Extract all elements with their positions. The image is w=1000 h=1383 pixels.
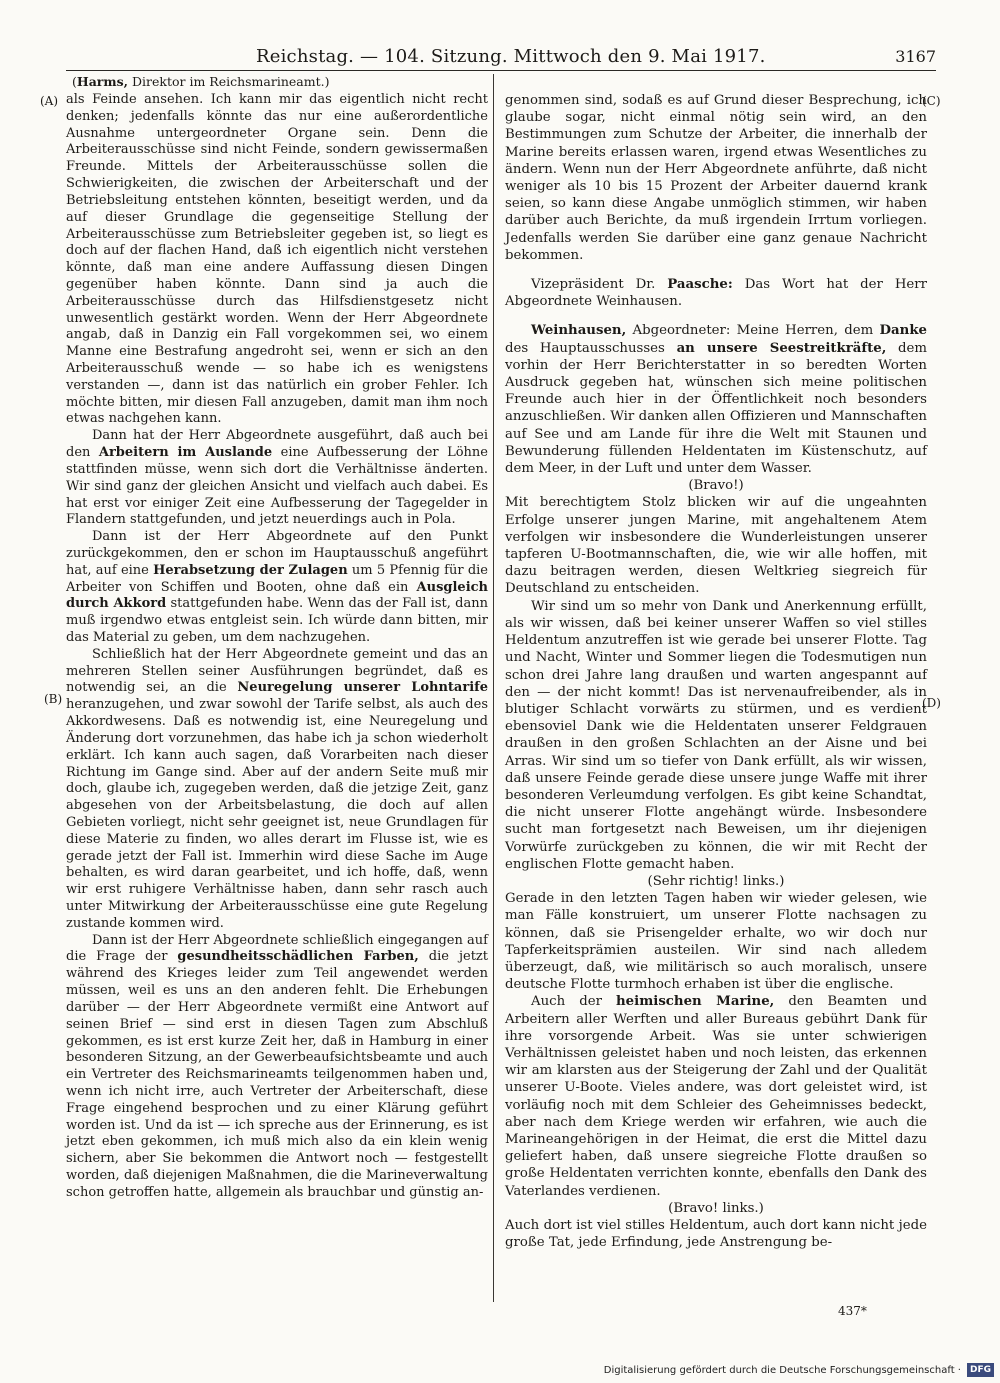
signature-mark: 437* xyxy=(838,1304,867,1318)
emphasis-run: gesundheitsschädlichen Farben, xyxy=(177,949,419,965)
text-run: des Hauptausschusses xyxy=(505,340,677,356)
emphasis-run: heimischen Marine, xyxy=(616,994,775,1010)
emphasis-run: Neuregelung unserer Lohntarife xyxy=(237,680,489,696)
text-run: eine Aufbesserung der Löhne stattfinden müsse, wenn sich dort die Verhältnisse änderten. Wir sind ganz der gleichen Ansicht und vielfach auch dabei. Es hat erst vor einiger Zeit eine Aufbesserung der Tagegelder in Flandern stattgefunden, und jetzt neuerdings auch in Pola. xyxy=(66,445,489,528)
emphasis-run: Herabsetzung der Zulagen xyxy=(153,562,348,578)
emphasis-run: an unsere Seestreitkräfte, xyxy=(676,340,887,356)
left-paragraph-1: als Feinde ansehen. Ich kann mir das eigentlich nicht recht denken; jedenfalls könnte das nur eine außerordentliche Ausnahme untergeordneter Organe sein. Denn die Arbeiterausschüsse sind nicht Feinde, sondern gewissermaßen Freunde. Mittels der Arbeiterausschüsse sollen die Schwierigkeiten, die zwischen der Arbeiterschaft und der Betriebsleitung entstehen könnten, beseitigt werden, und da auf dieser Grundlage die gegenseitige Stellung der Arbeiterausschüsse zum Betriebsleiter gegeben ist, so liegt es doch auf der flachen Hand, daß ich eigentlich nicht verstehen könnte, daß man eine andere Auffassung diesen Dingen gegenüber haben könnte. Dann sind ja auch die Arbeiterausschüsse durch das Hilfsdienstgesetz nicht unwesentlich gestärkt worden. Wenn der Herr Abgeordnete angab, daß in Danzig ein Fall vorgekommen sei, wo einem Manne eine Bestrafung angedroht sei, wenn er sich an den Arbeiterausschuß wende — so habe ich es wenigstens verstanden —, dann ist das natürlich ein grober Fehler. Ich möchte bitten, mir diesen Fall anzugeben, damit man ihm noch etwas nachgehen kann. xyxy=(66,92,488,427)
left-paragraph-2 xyxy=(66,428,488,529)
right-paragraph-vicepresident xyxy=(505,276,927,310)
right-column xyxy=(505,92,927,1302)
page-header xyxy=(66,44,936,71)
right-paragraph-dank: Wir sind um so mehr von Dank und Anerkennung erfüllt, als wir wissen, daß bei keiner unserer Waffen so viel stilles Heldentum anzutreffen ist wie gerade bei unserer Flotte. Tag und Nacht, Winter und Sommer liegen die Todesmutigen nun schon drei Jahre lang draußen und warten angespannt auf den — der nicht kommt! Das ist nervenaufreibender, als in blutiger Schlacht vorwärts zu stürmen, und es verdient ebensoviel Dank wie die Heldentaten unserer Feldgrauen draußen in den großen Schlachten an der Aisne und bei Arras. Wir sind um so tiefer von Dank erfüllt, als wir wissen, daß unsere Feinde gerade diese unsere junge Waffe mit ihrer besonderen Verleumdung verfolgen. Es gibt keine Schandtat, die nicht unserer Flotte angehängt würde. Insbesondere sucht man fortgesetzt nach Beweisen, um ihr diejenigen Vorwürfe zurückgeben zu können, die wir mit Recht der englischen Flotte gemacht haben. xyxy=(505,598,927,872)
text-run: den Beamten und Arbeitern aller Werften und aller Bureaus gebührt Dank für ihre vorsorgende Arbeit. Was sie unter schwierigen Verhältnissen geleistet haben und noch leisten, das erkennen wir am klarsten aus der Steigerung der Zahl und der Qualität unserer U-Boote. Vieles andere, was dort geleistet wird, ist vorläufig noch mit dem Schleier des Geheimnisses bedeckt, aber nach dem Kriege werden wir erfahren, wie auch die Marineangehörigen in der Heimat, die erst die Mittel dazu geliefert haben, daß unsere siegreiche Flotte draußen so große Heldentaten verrichten konnte, ebenfalls den Dank des Vaterlandes verdienen. xyxy=(505,994,927,1199)
text-run: Dann ist der Herr Abgeordnete auf den Punkt zurückgekommen, den er schon im Hauptausschuß angeführt hat, auf eine xyxy=(66,529,488,578)
column-divider xyxy=(493,74,494,1302)
text-run: Vizepräsident Dr. xyxy=(531,277,668,293)
speaker-name: Weinhausen, xyxy=(531,323,627,339)
text-run: Das Wort hat der Herr Abgeordnete Weinhausen. xyxy=(505,277,927,310)
left-column xyxy=(66,92,488,1204)
header-title: Reichstag. — 104. Sitzung. Mittwoch den 9. Mai 1917. xyxy=(256,46,766,67)
emphasis-run: Ausgleich durch Akkord xyxy=(66,579,488,612)
text-run: Auch der xyxy=(531,994,617,1010)
margin-marker-a: (A) xyxy=(40,94,59,108)
right-paragraph-gerade: Gerade in den letzten Tagen haben wir wieder gelesen, wie man Fälle konstruiert, um unserer Flotte nachsagen zu können, daß sie Prisengelder erhalte, wo wir doch nur Tapferkeitsprämien austeilen. Wir sind nach alledem überzeugt, daß, wie militärisch so auch moralisch, unsere deutsche Flotte turmhoch erhaben ist über die englische. xyxy=(505,891,927,993)
right-paragraph-final: Auch dort ist viel stilles Heldentum, auch dort kann nicht jede große Tat, jede Erfindung, jede Anstrengung be- xyxy=(505,1218,927,1251)
text-run: dem vorhin der Herr Berichterstatter in so beredten Worten Ausdruck gegeben hat, wünschen sich meine politischen Freunde auch hier in der Öffentlichkeit noch besonders anzuschließen. Wir danken allen Offizieren und Mannschaften auf See und am Lande für ihre die Welt mit Staunen und Bewunderung füllenden Heldentaten im Küstenschutz, auf dem Meer, in der Luft und unter dem Wasser. xyxy=(505,340,928,477)
emphasis-run: Danke xyxy=(879,323,927,339)
text-run: um 5 Pfennig für die Arbeiter von Schiffen und Booten, ohne daß ein xyxy=(66,562,488,595)
text-run: die jetzt während des Krieges leider zum Teil angewendet werden müssen, weil es uns an den anderen fehlt. Die Erhebungen darüber — der Herr Abgeordnete vermißt eine Antwort auf seinen Brief — sind erst in diesen Tagen zum Abschluß gekommen, es ist erst kurze Zeit her, daß in Hamburg in einer besonderen Sitzung, an der Gewerbeaufsichtsbeamte und auch ein Vertreter des Reichsmarineamts teilgenommen haben und, wenn ich nicht irre, auch Vertreter der Arbeiterschaft, diese Frage eingehend besprochen und zu einer Klärung geführt worden ist. Und da ist — ich spreche aus der Erinnerung, es ist jetzt eben gekommen, ich muß mich also da ein klein wenig sichern, aber Sie bekommen die Antwort noch — festgestellt worden, daß diejenigen Maßnahmen, die die Marineverwaltung schon getroffen hatte, allgemein als brauchbar und günstig an- xyxy=(66,949,488,1200)
text-run: Dann ist der Herr Abgeordnete schließlich eingegangen auf die Frage der xyxy=(66,932,488,965)
left-paragraph-5 xyxy=(66,933,488,1202)
right-paragraph-1: genommen sind, sodaß es auf Grund dieser Besprechung, ich glaube sogar, nicht einmal nötig sein wird, an den Bestimmungen zum Schutze der Arbeiter, die innerhalb der Marine bereits erlassen waren, irgend etwas Wesentliches zu ändern. Wenn nun der Herr Abgeordnete anführte, daß nicht weniger als 10 bis 15 Prozent der Arbeiter dauernd krank seien, so kann diese Angabe unmöglich stimmen, wir haben darüber auch Berichte, da muß irgendein Irrtum vorliegen. Jedenfalls werden Sie darüber eine ganz genaue Nachricht bekommen. xyxy=(505,93,927,263)
emphasis-run: Arbeitern im Auslande xyxy=(98,445,273,461)
text-run: heranzugehen, und zwar sowohl der Tarife selbst, als auch des Akkordwesens. Daß es notwendig ist, eine Neuregelung und Änderung dort vorzunehmen, das habe ich ja schon wiederholt erklärt. Ich kann auch sagen, daß Vorarbeiten nach dieser Richtung im Gange sind. Aber auf der andern Seite muß mir doch, glaube ich, zugegeben werden, daß die jetzige Zeit, ganz abgesehen von der Arbeitsbelastung, die doch auf allen Gebieten vorliegt, nicht sehr geeignet ist, neue Grundlagen für diese Materie zu finden, wo alles derart im Flusse ist, wie es gerade jetzt der Fall ist. Immerhin wird diese Sache im Auge behalten, es wird daran gearbeitet, und ich hoffe, daß, wenn wir erst ruhigere Verhältnisse haben, dann sehr rasch auch unter Mitwirkung der Arbeiterausschüsse eine gute Regelung zustande kommen wird. xyxy=(66,697,488,931)
right-paragraph-heimische-marine xyxy=(505,993,927,1199)
interjection-sehr-richtig: (Sehr richtig! links.) xyxy=(647,873,785,889)
interjection-bravo-links: (Bravo! links.) xyxy=(668,1200,764,1216)
footer-text: Digitalisierung gefördert durch die Deutsche Forschungsgemeinschaft · xyxy=(603,1365,961,1376)
speaker-name: Harms, xyxy=(76,74,129,89)
margin-marker-b: (B) xyxy=(44,692,63,706)
right-paragraph-stolz: Mit berechtigtem Stolz blicken wir auf die ungeahnten Erfolge unserer jungen Marine, mit angehaltenem Atem verfolgen wir insbesondere die Wunderleistungen unserer tapferen U-Bootmannschaften, die, wie wir alle hoffen, mit dazu beitragen werden, diesen Weltkrieg siegreich für Deutschland zu entscheiden. xyxy=(505,495,927,597)
speaker-continuation xyxy=(72,74,329,90)
dfg-logo: DFG xyxy=(967,1363,994,1377)
text-run: Dann hat der Herr Abgeordnete ausgeführt, daß auch bei den xyxy=(66,428,488,461)
speaker-open-paren: ( xyxy=(72,74,77,89)
text-run: Schließlich hat der Herr Abgeordnete gemeint und das an mehreren Stellen seiner Ausführungen begründet, daß es notwendig sei, an die xyxy=(66,646,488,696)
interjection-bravo: (Bravo!) xyxy=(688,478,744,494)
speaker-name: Paasche: xyxy=(667,277,733,293)
digitization-footer xyxy=(584,1362,994,1380)
margin-marker-d: (D) xyxy=(922,696,941,710)
margin-marker-c: (C) xyxy=(922,94,941,108)
right-paragraph-weinhausen xyxy=(505,322,927,477)
text-run: stattgefunden habe. Wenn das der Fall ist, dann muß irgendwo etwas entgleist sein. Ich würde dann bitten, mir das Material zu geben, um dem nachzugehen. xyxy=(66,596,488,645)
speaker-role: Direktor im Reichsmarineamt.) xyxy=(132,74,330,89)
left-paragraph-4 xyxy=(66,647,488,933)
page-number: 3167 xyxy=(895,47,936,66)
left-paragraph-3 xyxy=(66,529,488,647)
text-run: Abgeordneter: Meine Herren, dem xyxy=(626,323,880,339)
